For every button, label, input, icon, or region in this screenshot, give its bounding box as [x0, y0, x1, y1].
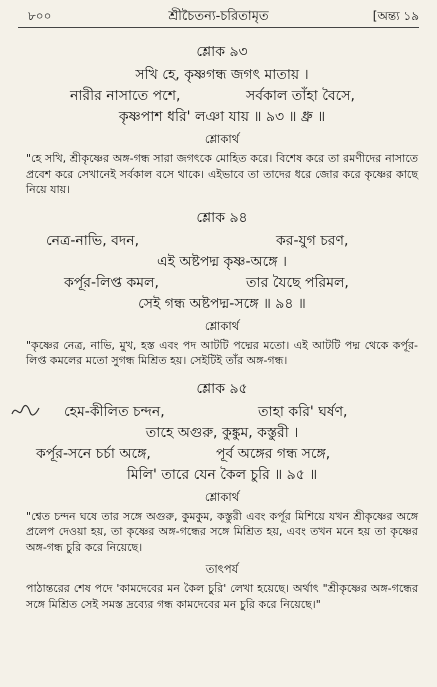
translation-label: শ্লোকার্থ: [204, 489, 240, 504]
purport-section: [26, 561, 418, 612]
verse-text: কৃষ্ণপাশ ধরি' লঞা যায় ॥ ৯৩ ॥ ধ্রু ॥: [118, 109, 326, 125]
sloka-title: শ্লোক ৯৩: [196, 44, 248, 60]
chapter-reference: [অন্ত্য ১৯: [372, 9, 419, 23]
translation-text: "কৃষ্ণের নেত্র, নাভি, মুখ, হস্ত এবং পদ আটটি পদ্মের মতো। এই আটটি পদ্ম থেকে কর্পূর-লিপ্ত কমলের মতো সুগন্ধ মিশ্রিত হয়। সেইটিই তাঁর অঙ্গ-গন্ধ।: [26, 338, 418, 367]
verse-text: তার যৈছে পরিমল,: [246, 274, 349, 291]
page-content: [26, 38, 418, 612]
verse-line: [26, 107, 418, 128]
verse-text: কর্পূর-সনে চর্চা অঙ্গে,: [36, 445, 151, 462]
verse-text: নেত্র-নাভি, বদন,: [46, 232, 140, 249]
running-title: শ্রীচৈতন্য-চরিতামৃত: [168, 9, 269, 24]
sloka-title: শ্লোক ৯৫: [196, 380, 248, 397]
translation-label: শ্লোকার্থ: [204, 318, 240, 333]
handwritten-mark: [10, 402, 40, 420]
verse-line: [26, 65, 418, 86]
verse-line: [26, 86, 418, 107]
verse-line: [26, 423, 418, 444]
translation-text: "শ্বেত চন্দন ঘষে তার সঙ্গে অগুরু, কুমকুম, কস্তুরী এবং কর্পূর মিশিয়ে যখন শ্রীকৃষ্ণের অঙ্গে প্রলেপ দেওয়া হয়, তা কৃষ্ণের অঙ্গ-গন্ধের সঙ্গে মিশ্রিত হয়, এবং তখন মনে হয় তা কৃষ্ণের অঙ্গ-গন্ধ চুরি করে নিয়েছে।: [26, 509, 418, 554]
verse-line: [26, 231, 418, 252]
verse-text: সেই গন্ধ অষ্টপদ্ম-সঙ্গে ॥ ৯৪ ॥: [138, 295, 306, 312]
verse-line: [26, 273, 418, 294]
verse-text: পূর্ব অঙ্গের গন্ধ সঙ্গে,: [216, 445, 331, 462]
verse-text: এই অষ্টপদ্ম কৃষ্ণ-অঙ্গে ।: [156, 253, 288, 270]
sloka-section-94: [26, 206, 418, 369]
verse-text: কর-যুগ চরণ,: [276, 232, 349, 249]
sloka-title: শ্লোক ৯৪: [196, 209, 248, 226]
verse-text: তাহা করি' ঘর্ষণ,: [258, 403, 348, 420]
verse-text: সখি হে, কৃষ্ণগন্ধ জগৎ মাতায় ।: [135, 67, 309, 83]
translation-label: শ্লোকার্থ: [204, 132, 240, 146]
verse-line: [26, 465, 418, 486]
sloka-section-93: [26, 40, 418, 198]
sloka-section-95: [26, 377, 418, 556]
translation-text: "হে সখি, শ্রীকৃষ্ণের অঙ্গ-গন্ধ সারা জগৎকে মোহিত করে। বিশেষ করে তা রমণীদের নাসাতে প্রবেশ করে সেখানেই সর্বকাল বসে থাকে। এইভাবে তা তাদের ধরে জোর করে কৃষ্ণের কাছে নিয়ে যায়।: [26, 152, 418, 196]
header-rule: [18, 27, 419, 28]
verse-text: তাহে অগুরু, কুঙ্কুম, কস্তুরী ।: [145, 424, 299, 441]
page-number: ৮০০: [28, 9, 52, 23]
verse-line: [26, 402, 418, 423]
page-header: [0, 0, 437, 30]
verse-text: সর্বকাল তাঁহা বৈসে,: [246, 88, 355, 104]
purport-label: তাৎপর্য: [205, 562, 239, 576]
verse-text: হেম-কীলিত চন্দন,: [64, 403, 165, 420]
verse-line: [26, 444, 418, 465]
verse-text: মিলি' তারে যেন কৈল চুরি ॥ ৯৫ ॥: [126, 466, 318, 483]
verse-text: নারীর নাসাতে পশে,: [70, 88, 181, 104]
verse-text: কর্পূর-লিপ্ত কমল,: [64, 274, 159, 291]
purport-text: পাঠান্তরের শেষ পদে 'কামদেবের মন কৈল চুরি' লেখা হয়েছে। অর্থাৎ "শ্রীকৃষ্ণের অঙ্গ-গন্ধের সঙ্গে মিশ্রিত সেই সমস্ত দ্রব্যের গন্ধ কামদেবের মন চুরি করে নিয়েছে।": [26, 582, 418, 611]
verse-line: [26, 294, 418, 315]
verse-line: [26, 252, 418, 273]
